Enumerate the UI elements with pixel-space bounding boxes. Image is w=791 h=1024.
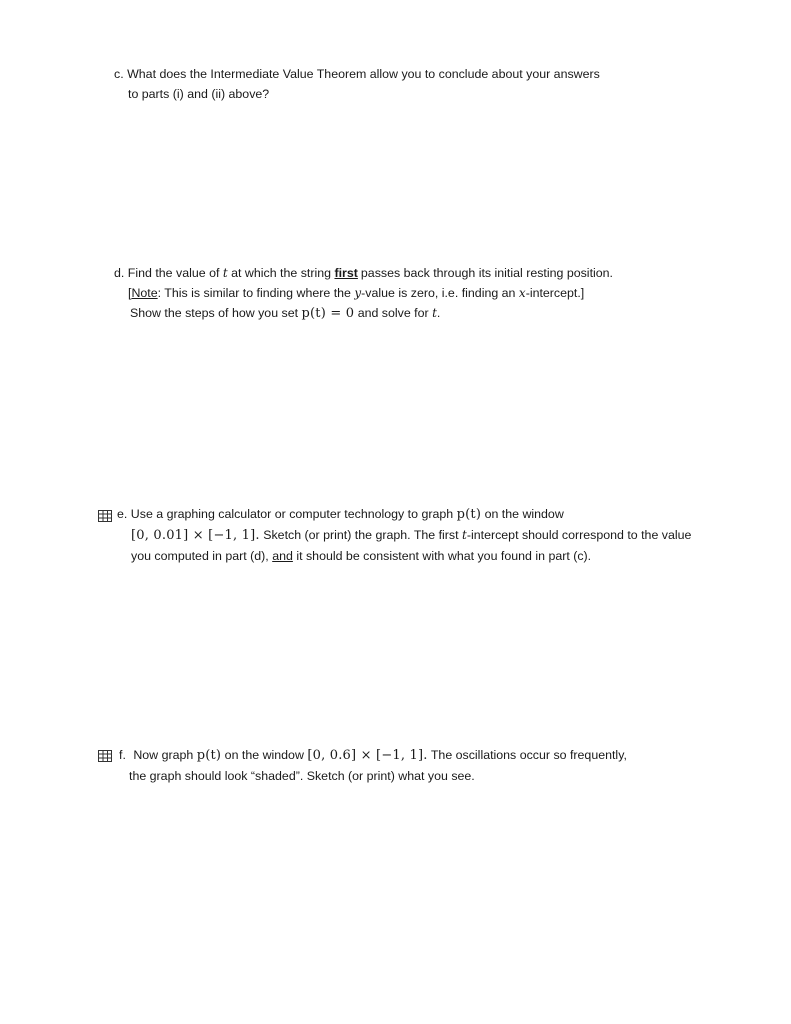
- emphasis-and: and: [272, 549, 293, 563]
- part-d-text: Find the value of: [127, 266, 220, 280]
- part-d-text: and solve for: [357, 306, 429, 320]
- part-d-label: d.: [114, 266, 125, 280]
- emphasis-first: first: [334, 266, 358, 280]
- part-e-text: on the window: [484, 507, 564, 521]
- part-f: [119, 745, 627, 786]
- part-f-label: f.: [119, 748, 126, 762]
- part-d-text: -intercept.]: [525, 286, 585, 300]
- calculator-icon: [98, 509, 112, 521]
- part-d-text: Show the steps of how you set: [130, 306, 299, 320]
- var-y: y: [354, 286, 362, 300]
- var-t: t: [222, 266, 228, 280]
- part-f-text: on the window: [224, 748, 304, 762]
- part-f-text: Now graph: [133, 748, 194, 762]
- part-e-text: -intercept should correspond to the value: [466, 528, 692, 542]
- part-c-line2: to parts (i) and (ii) above?: [128, 87, 270, 101]
- part-e-text: Sketch (or print) the graph. The first: [263, 528, 459, 542]
- equation-p-t-zero: p(t) = 0: [301, 306, 355, 321]
- note-label: Note: [131, 286, 158, 300]
- calculator-icon: [98, 749, 112, 761]
- part-e-label: e.: [117, 507, 128, 521]
- part-c-line1: What does the Intermediate Value Theorem allow you to conclude about your answers: [127, 67, 600, 81]
- bracket-open: [: [128, 286, 132, 300]
- part-f-text: The oscillations occur so frequently,: [430, 748, 627, 762]
- var-x: x: [518, 286, 526, 300]
- part-d-text: passes back through its initial resting position.: [360, 266, 613, 280]
- part-e: [117, 504, 691, 566]
- window-range: [0, 0.6] × [−1, 1].: [307, 748, 428, 763]
- part-c: [114, 64, 600, 104]
- var-t: t: [432, 306, 437, 320]
- period: .: [436, 306, 441, 320]
- function-p-t: p(t): [196, 748, 222, 763]
- part-e-text: you computed in part (d),: [131, 549, 269, 563]
- window-range: [0, 0.01] × [−1, 1].: [131, 528, 260, 543]
- part-d: [114, 263, 613, 324]
- part-d-text: : This is similar to finding where the: [157, 286, 351, 300]
- part-f-text: the graph should look “shaded”. Sketch (or print) what you see.: [129, 769, 475, 783]
- part-e-text: it should be consistent with what you found in part (c).: [296, 549, 592, 563]
- part-d-text: at which the string: [231, 266, 332, 280]
- part-c-label: c.: [114, 67, 124, 81]
- function-p-t: p(t): [456, 507, 482, 522]
- var-t: t: [462, 528, 467, 542]
- part-e-text: Use a graphing calculator or computer technology to graph: [130, 507, 454, 521]
- part-d-text: -value is zero, i.e. finding an: [361, 286, 516, 300]
